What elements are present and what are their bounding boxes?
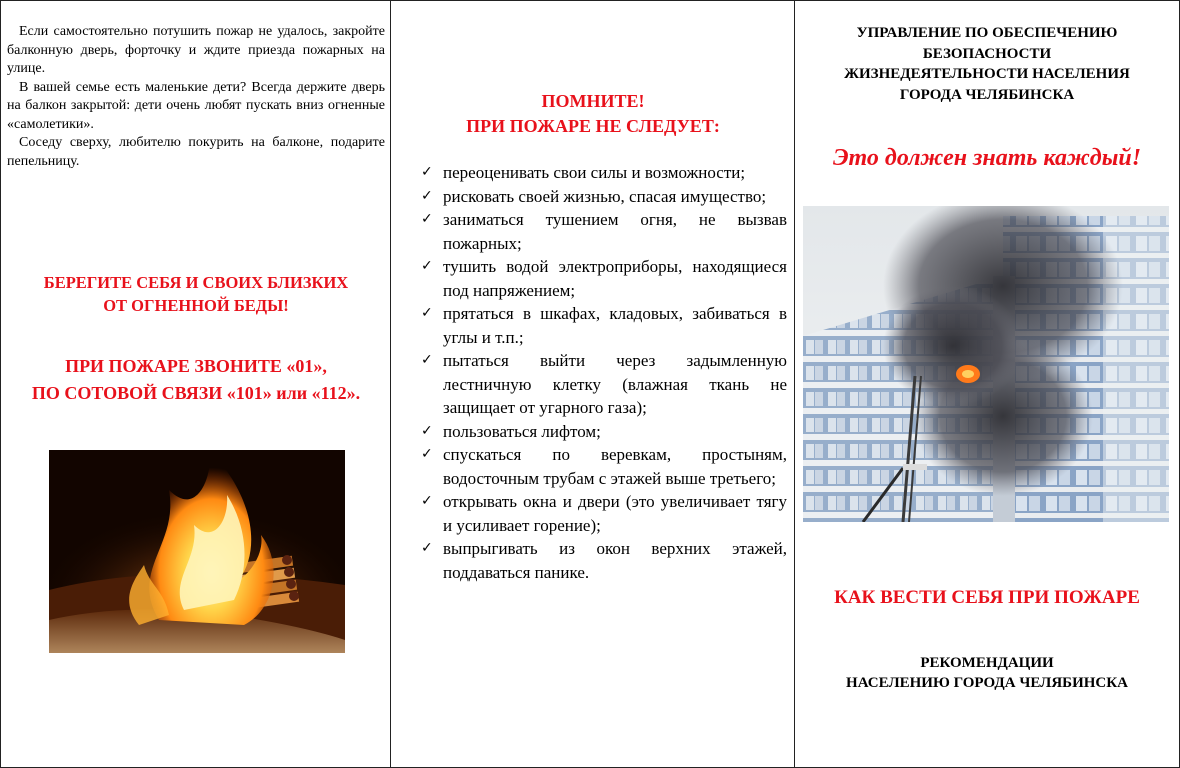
care-heading-line-2: ОТ ОГНЕННОЙ БЕДЫ!: [103, 296, 289, 315]
list-item-text: пользоваться лифтом;: [443, 421, 601, 441]
checkmark-icon: ✓: [421, 187, 433, 204]
care-heading: [1, 271, 391, 317]
advice-paragraph-2: В вашей семье есть маленькие дети? Всегда держите дверь на балкон закрытой: дети очень любят пускать вниз огненные «самолетики».: [7, 79, 385, 132]
list-item-text: прятаться в шкафах, кладовых, забиваться в углы и т.п.;: [443, 304, 787, 347]
burning-building-photo: [803, 206, 1169, 522]
list-item: [421, 208, 787, 255]
do-not-list: [421, 161, 787, 584]
burning-building-illustration: [803, 206, 1169, 522]
recommendations-title: РЕКОМЕНДАЦИИ НАСЕЛЕНИЮ ГОРОДА ЧЕЛЯБИНСКА: [846, 655, 1128, 691]
list-item-text: выпрыгивать из окон верхних этажей, поддаваться панике.: [443, 539, 787, 582]
advice-paragraph-1: Если самостоятельно потушить пожар не удалось, закройте балконную дверь, форточку и ждите приезда пожарных на улице.: [7, 24, 385, 76]
list-item: [421, 302, 787, 349]
checkmark-icon: ✓: [421, 540, 433, 556]
burning-matches-photo: [49, 450, 345, 653]
list-item-text: заниматься тушением огня, не вызвав пожарных;: [443, 210, 787, 253]
remember-heading: [391, 89, 795, 139]
checkmark-icon: ✓: [421, 211, 433, 227]
advice-paragraph-3: Соседу сверху, любителю покурить на балконе, подарите пепельницу.: [7, 135, 385, 169]
emergency-call-heading: [1, 353, 391, 407]
motto: Это должен знать каждый!: [832, 145, 1142, 171]
list-item: [421, 349, 787, 420]
list-item: [421, 255, 787, 302]
list-item-text: спускаться по веревкам, простыням, водосточным трубам с этажей выше третьего;: [443, 445, 787, 488]
checkmark-icon: ✓: [421, 352, 433, 368]
remember-heading-line-2: ПРИ ПОЖАРЕ НЕ СЛЕДУЕТ:: [466, 116, 720, 136]
care-heading-line-1: БЕРЕГИТЕ СЕБЯ И СВОИХ БЛИЗКИХ: [43, 273, 349, 292]
list-item-text: тушить водой электроприборы, находящиеся под напряжением;: [443, 257, 787, 300]
organization-title: УПРАВЛЕНИЕ ПО ОБЕСПЕЧЕНИЮ БЕЗОПАСНОСТИ ЖИЗНЕДЕЯТЕЛЬНОСТИ НАСЕЛЕНИЯ ГОРОДА ЧЕЛЯБИНСКА: [844, 25, 1130, 103]
list-item-text: переоценивать свои силы и возможности;: [443, 163, 746, 182]
checkmark-icon: ✓: [421, 258, 433, 274]
checkmark-icon: ✓: [421, 422, 433, 439]
list-item-text: рисковать своей жизнью, спасая имущество;: [443, 186, 767, 206]
list-item: [421, 185, 787, 209]
list-item: [421, 161, 787, 185]
list-item: [421, 490, 787, 537]
fire-advice-text: [7, 23, 385, 171]
list-item: [421, 537, 787, 584]
checkmark-icon: ✓: [421, 164, 433, 180]
checkmark-icon: ✓: [421, 446, 433, 462]
call-line-2: ПО СОТОВОЙ СВЯЗИ «101» или «112».: [31, 383, 361, 403]
burning-matches-illustration: [49, 450, 345, 653]
right-panel: [795, 1, 1179, 767]
list-item: [421, 443, 787, 490]
list-item-text: пытаться выйти через задымленную лестничную клетку (влажная ткань не защищает от угарного газа);: [443, 351, 787, 417]
list-item: [421, 420, 787, 444]
call-line-1: ПРИ ПОЖАРЕ ЗВОНИТЕ «01»,: [65, 356, 327, 376]
list-item-text: открывать окна и двери (это увеличивает тягу и усиливает горение);: [443, 492, 787, 535]
remember-heading-line-1: ПОМНИТЕ!: [541, 91, 645, 111]
checkmark-icon: ✓: [421, 305, 433, 321]
checkmark-icon: ✓: [421, 493, 433, 509]
left-panel: [1, 1, 391, 767]
behave-title: КАК ВЕСТИ СЕБЯ ПРИ ПОЖАРЕ: [834, 587, 1140, 608]
middle-panel: [391, 1, 795, 767]
